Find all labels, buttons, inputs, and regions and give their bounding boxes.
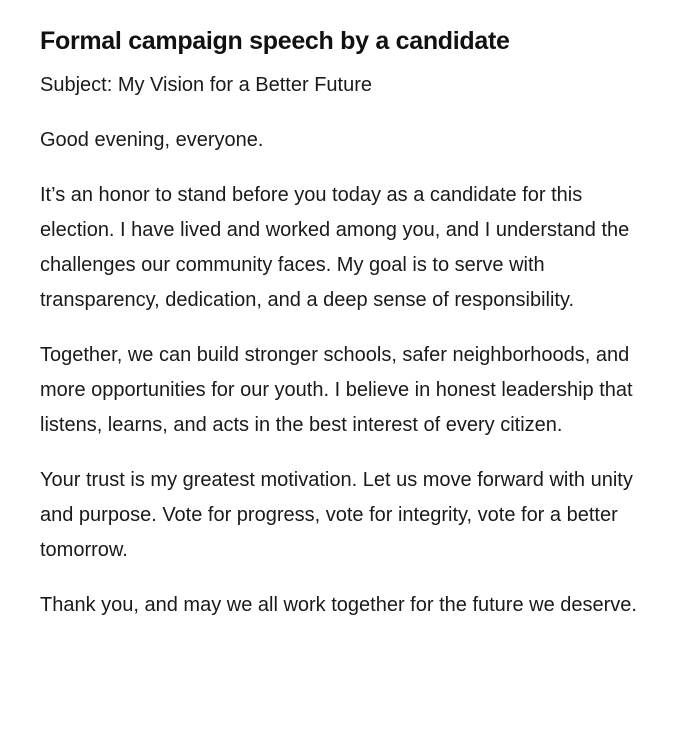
vision-paragraph: Together, we can build stronger schools, safer neighborhoods, and more opportunities for our youth. I believe in honest leadership that listens, learns, and acts in the best interest of every citizen. — [40, 344, 633, 436]
document-title: Formal campaign speech by a candidate — [40, 27, 510, 55]
call-to-action-paragraph: Your trust is my greatest motivation. Let us move forward with unity and purpose. Vote for progress, vote for integrity, vote for a better tomorrow. — [40, 469, 633, 561]
introduction-paragraph: It’s an honor to stand before you today as a candidate for this election. I have lived and worked among you, and I understand the challenges our community faces. My goal is to serve with transparency, dedication, and a deep sense of responsibility. — [40, 184, 630, 311]
greeting-paragraph: Good evening, everyone. — [40, 129, 264, 151]
closing-paragraph: Thank you, and may we all work together for the future we deserve. — [40, 594, 637, 616]
document-subject: Subject: My Vision for a Better Future — [40, 74, 373, 96]
